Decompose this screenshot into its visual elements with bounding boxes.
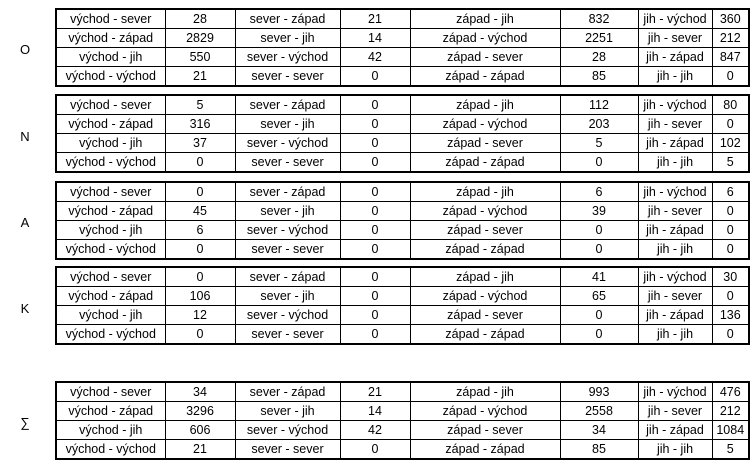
direction-pair-cell: východ - západ [56,115,165,134]
count-cell: 0 [165,153,235,173]
count-cell: 0 [340,153,410,173]
count-cell: 6 [165,221,235,240]
direction-pair-cell: západ - sever [410,221,560,240]
table-row [56,440,749,460]
count-cell: 847 [712,48,749,67]
direction-pair-cell: jih - východ [638,9,712,29]
count-cell: 0 [340,306,410,325]
direction-pair-cell: západ - jih [410,267,560,287]
direction-pair-cell: jih - jih [638,440,712,460]
direction-pair-cell: sever - východ [235,48,340,67]
table-row [56,182,749,202]
direction-pair-cell: sever - jih [235,402,340,421]
count-cell: 2251 [560,29,638,48]
direction-pair-cell: západ - východ [410,402,560,421]
direction-pair-cell: západ - západ [410,440,560,460]
direction-pair-cell: západ - jih [410,182,560,202]
group-table [55,266,750,345]
count-cell: 45 [165,202,235,221]
count-cell: 0 [340,325,410,345]
count-cell: 606 [165,421,235,440]
direction-pair-cell: východ - sever [56,182,165,202]
direction-pair-cell: sever - sever [235,440,340,460]
direction-pair-cell: východ - východ [56,240,165,260]
direction-pair-cell: jih - východ [638,382,712,402]
direction-pair-cell: sever - sever [235,153,340,173]
table-row [56,306,749,325]
count-cell: 0 [165,325,235,345]
group-table [55,8,750,87]
count-cell: 14 [340,29,410,48]
count-cell: 0 [165,240,235,260]
count-cell: 0 [712,202,749,221]
count-cell: 0 [165,182,235,202]
direction-pair-cell: východ - jih [56,134,165,153]
direction-pair-cell: jih - západ [638,48,712,67]
count-cell: 21 [165,67,235,87]
direction-pair-cell: východ - západ [56,287,165,306]
direction-pair-cell: sever - východ [235,134,340,153]
group-table [55,181,750,260]
count-cell: 21 [165,440,235,460]
table-row [56,134,749,153]
group-label: A [20,215,30,230]
count-cell: 0 [340,267,410,287]
count-cell: 0 [560,306,638,325]
direction-pair-cell: jih - jih [638,240,712,260]
count-cell: 476 [712,382,749,402]
direction-pair-cell: jih - západ [638,134,712,153]
direction-pair-cell: východ - sever [56,9,165,29]
direction-pair-cell: jih - západ [638,306,712,325]
group-label: ∑ [20,415,30,430]
count-cell: 30 [712,267,749,287]
direction-pair-cell: západ - sever [410,306,560,325]
table-row [56,382,749,402]
direction-pair-cell: sever - západ [235,9,340,29]
table-row [56,67,749,87]
group-label: N [20,129,30,144]
table-row [56,325,749,345]
direction-pair-cell: jih - sever [638,115,712,134]
direction-pair-cell: západ - jih [410,9,560,29]
direction-pair-cell: sever - sever [235,67,340,87]
direction-pair-cell: jih - západ [638,221,712,240]
count-cell: 21 [340,382,410,402]
count-cell: 39 [560,202,638,221]
direction-pair-cell: východ - západ [56,402,165,421]
table-row [56,95,749,115]
direction-pair-cell: jih - sever [638,29,712,48]
direction-pair-cell: západ - západ [410,67,560,87]
count-cell: 212 [712,29,749,48]
count-cell: 0 [712,325,749,345]
direction-pair-cell: jih - sever [638,202,712,221]
direction-pair-cell: sever - východ [235,221,340,240]
group-table [55,94,750,173]
direction-pair-cell: jih - západ [638,421,712,440]
count-cell: 14 [340,402,410,421]
direction-pair-cell: sever - východ [235,306,340,325]
count-cell: 0 [340,67,410,87]
count-cell: 3296 [165,402,235,421]
count-cell: 136 [712,306,749,325]
direction-pair-cell: sever - východ [235,421,340,440]
count-cell: 37 [165,134,235,153]
count-cell: 0 [340,95,410,115]
count-cell: 0 [340,182,410,202]
count-cell: 28 [165,9,235,29]
direction-pair-cell: jih - sever [638,402,712,421]
count-cell: 85 [560,440,638,460]
direction-pair-cell: sever - jih [235,115,340,134]
group-label: O [19,42,31,57]
direction-pair-cell: jih - východ [638,182,712,202]
table-row [56,421,749,440]
count-cell: 41 [560,267,638,287]
direction-pair-cell: sever - západ [235,267,340,287]
table-row [56,29,749,48]
direction-pair-cell: jih - východ [638,95,712,115]
direction-pair-cell: východ - východ [56,67,165,87]
count-cell: 102 [712,134,749,153]
count-cell: 34 [560,421,638,440]
direction-pair-cell: západ - jih [410,95,560,115]
count-cell: 832 [560,9,638,29]
count-cell: 21 [340,9,410,29]
direction-pair-cell: západ - sever [410,134,560,153]
count-cell: 28 [560,48,638,67]
table-row [56,402,749,421]
count-cell: 6 [560,182,638,202]
direction-pair-cell: západ - východ [410,202,560,221]
direction-pair-cell: jih - jih [638,67,712,87]
count-cell: 42 [340,48,410,67]
direction-pair-cell: východ - jih [56,306,165,325]
table-row [56,221,749,240]
table-row [56,153,749,173]
direction-pair-cell: západ - západ [410,153,560,173]
direction-pair-cell: sever - jih [235,202,340,221]
count-cell: 0 [340,287,410,306]
count-cell: 5 [560,134,638,153]
count-cell: 106 [165,287,235,306]
count-cell: 0 [560,240,638,260]
direction-pair-cell: jih - jih [638,153,712,173]
count-cell: 993 [560,382,638,402]
table-row [56,240,749,260]
direction-pair-cell: východ - východ [56,440,165,460]
count-cell: 112 [560,95,638,115]
count-cell: 0 [712,240,749,260]
direction-pair-cell: východ - východ [56,325,165,345]
count-cell: 0 [712,221,749,240]
direction-pair-cell: východ - jih [56,48,165,67]
count-cell: 12 [165,306,235,325]
count-cell: 0 [340,240,410,260]
direction-pair-cell: východ - západ [56,202,165,221]
direction-pair-cell: východ - jih [56,421,165,440]
count-cell: 2558 [560,402,638,421]
direction-pair-cell: západ - jih [410,382,560,402]
direction-pair-cell: západ - sever [410,421,560,440]
direction-pair-cell: východ - západ [56,29,165,48]
count-cell: 34 [165,382,235,402]
count-cell: 0 [340,221,410,240]
direction-pair-cell: západ - východ [410,29,560,48]
direction-pair-cell: východ - východ [56,153,165,173]
count-cell: 5 [712,153,749,173]
table-row [56,48,749,67]
count-cell: 0 [340,134,410,153]
table-row [56,287,749,306]
table-row [56,267,749,287]
direction-pair-cell: východ - jih [56,221,165,240]
direction-pair-cell: východ - sever [56,382,165,402]
direction-pair-cell: západ - východ [410,287,560,306]
count-cell: 0 [340,202,410,221]
count-cell: 0 [340,440,410,460]
direction-pair-cell: sever - západ [235,95,340,115]
count-cell: 2829 [165,29,235,48]
direction-pair-cell: jih - východ [638,267,712,287]
table-row [56,115,749,134]
direction-pair-cell: západ - východ [410,115,560,134]
direction-pair-cell: západ - západ [410,325,560,345]
count-cell: 0 [560,325,638,345]
group-label: K [20,301,30,316]
count-cell: 0 [560,153,638,173]
table-row [56,202,749,221]
group-table [55,381,750,460]
direction-pair-cell: východ - sever [56,95,165,115]
direction-pair-cell: sever - západ [235,182,340,202]
count-cell: 550 [165,48,235,67]
count-cell: 0 [165,267,235,287]
count-cell: 203 [560,115,638,134]
count-cell: 80 [712,95,749,115]
direction-pair-cell: východ - sever [56,267,165,287]
direction-pair-cell: západ - západ [410,240,560,260]
direction-pair-cell: sever - jih [235,29,340,48]
count-cell: 0 [560,221,638,240]
direction-pair-cell: jih - sever [638,287,712,306]
direction-pair-cell: sever - jih [235,287,340,306]
direction-pair-cell: sever - sever [235,240,340,260]
count-cell: 212 [712,402,749,421]
count-cell: 0 [712,67,749,87]
count-cell: 65 [560,287,638,306]
count-cell: 6 [712,182,749,202]
table-row [56,9,749,29]
direction-pair-cell: sever - sever [235,325,340,345]
count-cell: 5 [165,95,235,115]
count-cell: 42 [340,421,410,440]
direction-pair-cell: jih - jih [638,325,712,345]
count-cell: 0 [712,115,749,134]
count-cell: 5 [712,440,749,460]
count-cell: 0 [712,287,749,306]
direction-pair-cell: sever - západ [235,382,340,402]
count-cell: 1084 [712,421,749,440]
count-cell: 316 [165,115,235,134]
count-cell: 85 [560,67,638,87]
count-cell: 360 [712,9,749,29]
direction-pair-cell: západ - sever [410,48,560,67]
count-cell: 0 [340,115,410,134]
